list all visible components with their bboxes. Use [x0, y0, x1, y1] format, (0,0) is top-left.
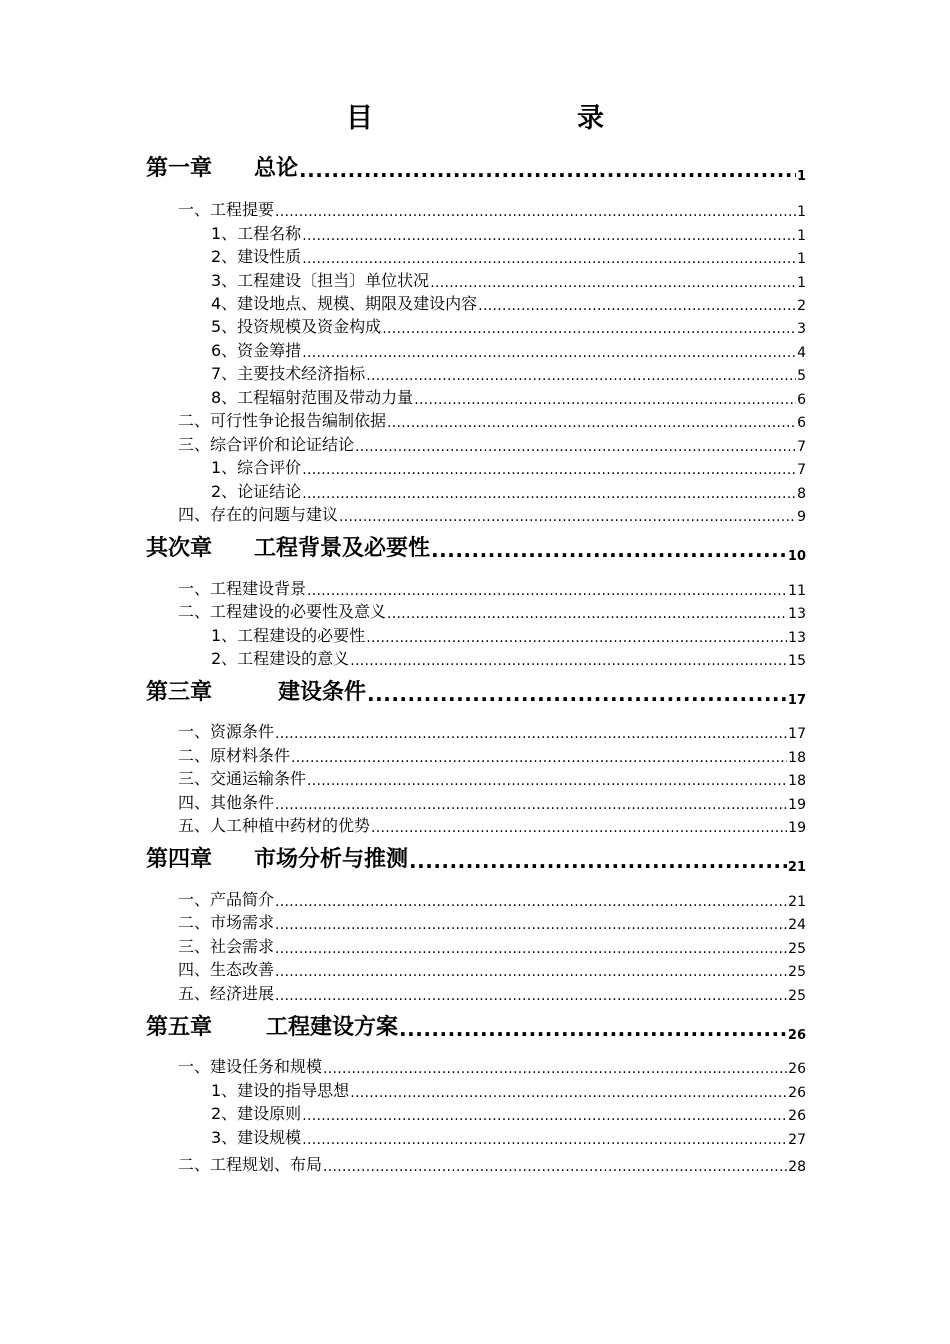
- page-number: 2: [797, 298, 806, 314]
- toc-item[interactable]: [211, 480, 806, 502]
- page-number: 26: [787, 1028, 806, 1043]
- page-number: 13: [788, 606, 806, 622]
- toc-item[interactable]: [178, 1153, 806, 1175]
- page-number: 4: [797, 345, 806, 361]
- toc-item[interactable]: [178, 577, 806, 599]
- toc-item-text: 1、工程名称: [211, 224, 302, 243]
- leader-dots: [414, 392, 796, 408]
- leader-dots: [302, 251, 796, 267]
- toc-item-text: 1、综合评价: [211, 458, 302, 477]
- toc-item-text: 二、工程规划、布局: [178, 1155, 323, 1174]
- leader-dots: [350, 653, 787, 669]
- toc-item[interactable]: [178, 814, 806, 836]
- toc-item-text: 2、工程建设的意义: [211, 649, 350, 668]
- leader-dots: [275, 204, 796, 220]
- toc-item[interactable]: [178, 720, 806, 742]
- page-number: 5: [797, 368, 806, 384]
- toc-item-text: 四、生态改善: [178, 960, 275, 979]
- leader-dots: [367, 682, 787, 706]
- toc-item[interactable]: [178, 888, 806, 910]
- leader-dots: [291, 750, 787, 766]
- toc-item-text: 一、产品简介: [178, 890, 275, 909]
- toc-item[interactable]: [211, 1126, 806, 1148]
- toc-item[interactable]: [211, 1102, 806, 1124]
- chapter-label: 第四章: [146, 847, 213, 872]
- toc-item-text: 2、建设性质: [211, 247, 302, 266]
- toc-item-text: 三、社会需求: [178, 937, 275, 956]
- page-number: 19: [788, 797, 806, 813]
- toc-item[interactable]: [178, 409, 806, 431]
- toc-item-text: 二、原材料条件: [178, 746, 291, 765]
- chapter-name: 工程建设方案: [266, 1015, 399, 1040]
- leader-dots: [371, 820, 787, 836]
- toc-item[interactable]: [211, 386, 806, 408]
- page-number: 1: [797, 228, 806, 244]
- leader-dots: [382, 321, 796, 337]
- page-number: 7: [797, 439, 806, 455]
- toc-item-text: 一、建设任务和规模: [178, 1057, 323, 1076]
- leader-dots: [302, 1132, 787, 1148]
- page-number: 1: [797, 204, 806, 220]
- leader-dots: [339, 509, 796, 525]
- toc-item-text: 4、建设地点、规模、期限及建设内容: [211, 294, 478, 313]
- page-number: 11: [788, 583, 806, 599]
- leader-dots: [307, 583, 787, 599]
- toc-item-text: 二、市场需求: [178, 913, 275, 932]
- page-number: 27: [788, 1132, 806, 1148]
- toc-item-text: 7、主要技术经济指标: [211, 364, 366, 383]
- leader-dots: [302, 1108, 787, 1124]
- toc-item[interactable]: [211, 339, 806, 361]
- chapter-name: 工程背景及必要性: [254, 536, 431, 561]
- leader-dots: [302, 228, 796, 244]
- page-number: 15: [788, 653, 806, 669]
- toc-item[interactable]: [211, 222, 806, 244]
- page-number: 9: [797, 509, 806, 525]
- chapter-label: 第三章: [146, 680, 213, 705]
- toc-item[interactable]: [178, 503, 806, 525]
- toc-item-text: 五、人工种植中药材的优势: [178, 816, 371, 835]
- toc-item[interactable]: [211, 456, 806, 478]
- toc-item[interactable]: [178, 767, 806, 789]
- page-number: 18: [788, 750, 806, 766]
- page-number: 18: [788, 773, 806, 789]
- toc-chapter-2[interactable]: [146, 530, 806, 562]
- leader-dots: [366, 630, 787, 646]
- leader-dots: [387, 415, 796, 431]
- page-number: 6: [797, 392, 806, 408]
- toc-item-text: 2、论证结论: [211, 482, 302, 501]
- toc-item[interactable]: [178, 982, 806, 1004]
- toc-item[interactable]: [178, 1055, 806, 1077]
- toc-item-text: 一、资源条件: [178, 722, 275, 741]
- leader-dots: [275, 917, 787, 933]
- page-number: 26: [788, 1085, 806, 1101]
- page-number: 8: [797, 486, 806, 502]
- page-number: 19: [788, 820, 806, 836]
- page-number: 10: [787, 549, 806, 564]
- toc-item-text: 四、其他条件: [178, 793, 275, 812]
- leader-dots: [350, 1085, 787, 1101]
- leader-dots: [431, 538, 787, 562]
- toc-item-text: 8、工程辐射范围及带动力量: [211, 388, 414, 407]
- page-number: 1: [796, 169, 806, 184]
- page-number: 1: [797, 275, 806, 291]
- page-number: 17: [788, 726, 806, 742]
- chapter-name: 建设条件: [278, 680, 367, 705]
- toc-item-text: 5、投资规模及资金构成: [211, 317, 382, 336]
- chapter-label: 第一章: [146, 156, 213, 181]
- page-number: 25: [788, 964, 806, 980]
- toc-chapter-1[interactable]: [146, 150, 806, 182]
- page-number: 13: [788, 630, 806, 646]
- toc-item-text: 一、工程建设背景: [178, 579, 307, 598]
- toc-item[interactable]: [211, 245, 806, 267]
- toc-item-text: 四、存在的问题与建议: [178, 505, 339, 524]
- toc-item[interactable]: [178, 791, 806, 813]
- toc-item-text: 3、工程建设〔担当〕单位状况: [211, 271, 430, 290]
- toc-item-text: 6、资金筹措: [211, 341, 302, 360]
- toc-item-text: 三、交通运输条件: [178, 769, 307, 788]
- leader-dots: [275, 941, 787, 957]
- page-number: 26: [788, 1108, 806, 1124]
- leader-dots: [399, 1017, 787, 1041]
- toc-item[interactable]: [178, 600, 806, 622]
- page-number: 7: [797, 462, 806, 478]
- toc-item[interactable]: [178, 935, 806, 957]
- page-number: 28: [788, 1159, 806, 1175]
- toc-item[interactable]: [211, 315, 806, 337]
- toc-item[interactable]: [178, 198, 806, 220]
- chapter-name: 总论: [254, 156, 299, 181]
- toc-item[interactable]: [211, 292, 806, 314]
- leader-dots: [387, 606, 787, 622]
- toc-item[interactable]: [211, 362, 806, 384]
- toc-item-text: 三、综合评价和论证结论: [178, 435, 355, 454]
- chapter-label: 其次章: [146, 536, 213, 561]
- toc-item[interactable]: [178, 958, 806, 980]
- toc-item-text: 3、建设规模: [211, 1128, 302, 1147]
- leader-dots: [307, 773, 787, 789]
- leader-dots: [323, 1159, 787, 1175]
- toc-item-text: 二、工程建设的必要性及意义: [178, 602, 387, 621]
- leader-dots: [478, 298, 796, 314]
- leader-dots: [430, 275, 796, 291]
- toc-item-text: 1、工程建设的必要性: [211, 626, 366, 645]
- toc-item[interactable]: [178, 433, 806, 455]
- leader-dots: [299, 158, 796, 182]
- toc-item[interactable]: [211, 1079, 806, 1101]
- leader-dots: [275, 726, 787, 742]
- toc-item[interactable]: [178, 911, 806, 933]
- page-number: 1: [797, 251, 806, 267]
- page-number: 3: [797, 321, 806, 337]
- leader-dots: [302, 486, 796, 502]
- leader-dots: [366, 368, 796, 384]
- leader-dots: [409, 849, 787, 873]
- page-number: 24: [788, 917, 806, 933]
- toc-chapter-5[interactable]: [146, 1009, 806, 1041]
- leader-dots: [275, 797, 787, 813]
- page-number: 17: [787, 693, 806, 708]
- leader-dots: [355, 439, 796, 455]
- toc-item-text: 五、经济进展: [178, 984, 275, 1003]
- leader-dots: [275, 894, 787, 910]
- chapter-label: 第五章: [146, 1015, 213, 1040]
- toc-chapter-3[interactable]: [146, 674, 806, 706]
- page-number: 21: [788, 894, 806, 910]
- toc-item-text: 二、可行性争论报告编制依据: [178, 411, 387, 430]
- page-title: 目 录: [346, 103, 654, 134]
- page-number: 21: [787, 860, 806, 875]
- toc-item[interactable]: [211, 269, 806, 291]
- page-number: 25: [788, 988, 806, 1004]
- toc-item[interactable]: [211, 624, 806, 646]
- chapter-name: 市场分析与推测: [254, 847, 409, 872]
- toc-item-text: 1、建设的指导思想: [211, 1081, 350, 1100]
- toc-chapter-4[interactable]: [146, 841, 806, 873]
- leader-dots: [302, 462, 796, 478]
- toc-item[interactable]: [211, 647, 806, 669]
- page-number: 26: [788, 1061, 806, 1077]
- leader-dots: [302, 345, 796, 361]
- toc-item-text: 一、工程提要: [178, 200, 275, 219]
- toc-item[interactable]: [178, 744, 806, 766]
- leader-dots: [323, 1061, 787, 1077]
- leader-dots: [275, 988, 787, 1004]
- page-number: 6: [797, 415, 806, 431]
- page-number: 25: [788, 941, 806, 957]
- toc-item-text: 2、建设原则: [211, 1104, 302, 1123]
- leader-dots: [275, 964, 787, 980]
